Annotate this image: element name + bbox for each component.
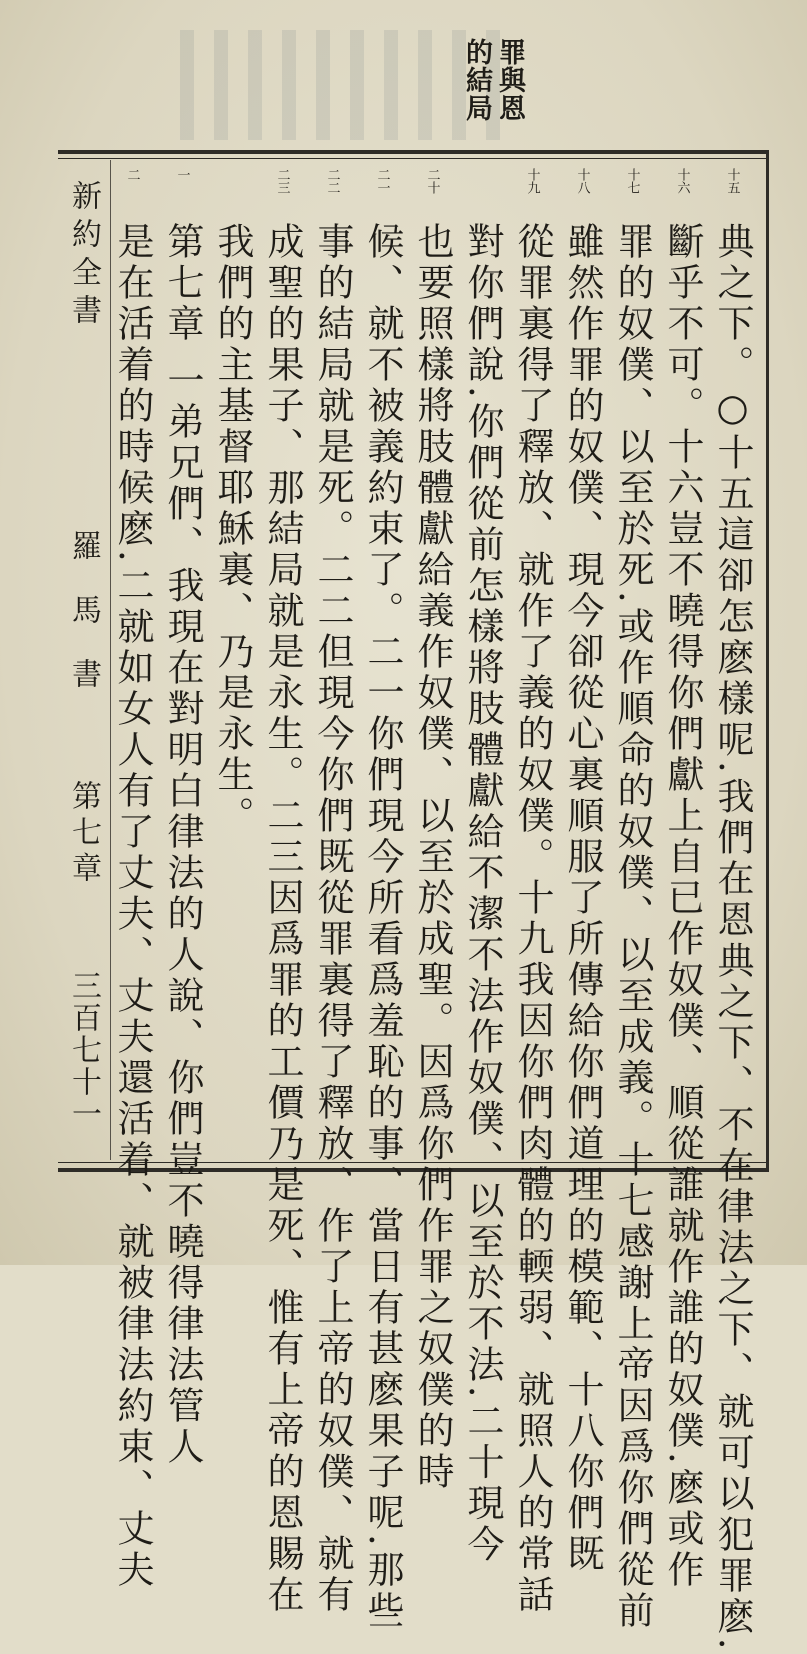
chapter-label: 第七章 bbox=[66, 780, 101, 888]
text-column: 罪的奴僕、以至於死.或作順命的奴僕、以至成義。十七感謝上帝因爲你們從前 bbox=[611, 222, 654, 1632]
text-column: 典之下。○十五這卻怎麽樣呢.我們在恩典之下、不在律法之下、就可以犯罪麽. bbox=[711, 222, 754, 1654]
text-column: 對你們說.你們從前怎樣將肢體獻給不潔不法作奴僕、以至於不法.二十現今 bbox=[461, 222, 504, 1566]
verse-number: 二三 bbox=[274, 168, 290, 194]
top-border-rule-thin bbox=[58, 158, 768, 159]
verse-number: 二二 bbox=[324, 168, 340, 194]
book-title: 新約全書 bbox=[66, 180, 101, 332]
text-column: 候、就不被義約束了。二一你們現今所看爲羞恥的事、當日有甚麽果子呢.那些 bbox=[361, 222, 404, 1632]
text-column: 雖然作罪的奴僕、現今卻從心裏順服了所傳給你們道理的模範、十八你們既 bbox=[561, 222, 604, 1575]
verse-number: 二十 bbox=[424, 168, 440, 194]
verse-number: 十八 bbox=[574, 168, 590, 194]
margin-note-line-2: 的結局 bbox=[461, 38, 492, 122]
verse-number: 十六 bbox=[674, 168, 690, 194]
verse-number: 十五 bbox=[724, 168, 740, 194]
text-column: 也要照樣將肢體獻給義作奴僕、以至於成聖。因爲你們作罪之奴僕的時 bbox=[411, 222, 454, 1493]
verse-number: 二 bbox=[124, 168, 140, 181]
book-name: 羅馬書 bbox=[66, 530, 101, 722]
margin-note-line-1: 罪與恩 bbox=[494, 38, 525, 122]
text-column: 第七章 一弟兄們、我現在對明白律法的人說、你們豈不曉得律法管人 bbox=[161, 222, 204, 1468]
top-border-rule bbox=[58, 150, 768, 154]
text-column: 成聖的果子、那結局就是永生。二三因爲罪的工價乃是死、惟有上帝的恩賜在 bbox=[261, 222, 304, 1616]
text-column: 事的結局就是死。二二但現今你們既從罪裏得了釋放、作了上帝的奴僕、就有 bbox=[311, 222, 354, 1616]
text-column: 是在活着的時候麽.二就如女人有了丈夫、丈夫還活着、就被律法約束、丈夫 bbox=[111, 222, 154, 1591]
text-column: 我們的主基督耶穌裏、乃是永生。 bbox=[211, 222, 254, 837]
text-column: 斷乎不可。十六豈不曉得你們獻上自已作奴僕、順從誰就作誰的奴僕.麽或作 bbox=[661, 222, 704, 1591]
verse-number: 二一 bbox=[374, 168, 390, 194]
right-border-rule bbox=[766, 150, 769, 1172]
running-head bbox=[60, 180, 106, 1165]
text-column: 從罪裏得了釋放、就作了義的奴僕。十九我因你們肉體的輭弱、就照人的常話 bbox=[511, 222, 554, 1616]
verse-number: 一 bbox=[174, 168, 190, 181]
verse-number: 十七 bbox=[624, 168, 640, 194]
margin-note bbox=[355, 38, 523, 122]
page-number: 三百七十一 bbox=[66, 970, 101, 1130]
verse-number-row bbox=[120, 168, 760, 218]
body-text bbox=[111, 222, 760, 1654]
verse-number: 十九 bbox=[524, 168, 540, 194]
